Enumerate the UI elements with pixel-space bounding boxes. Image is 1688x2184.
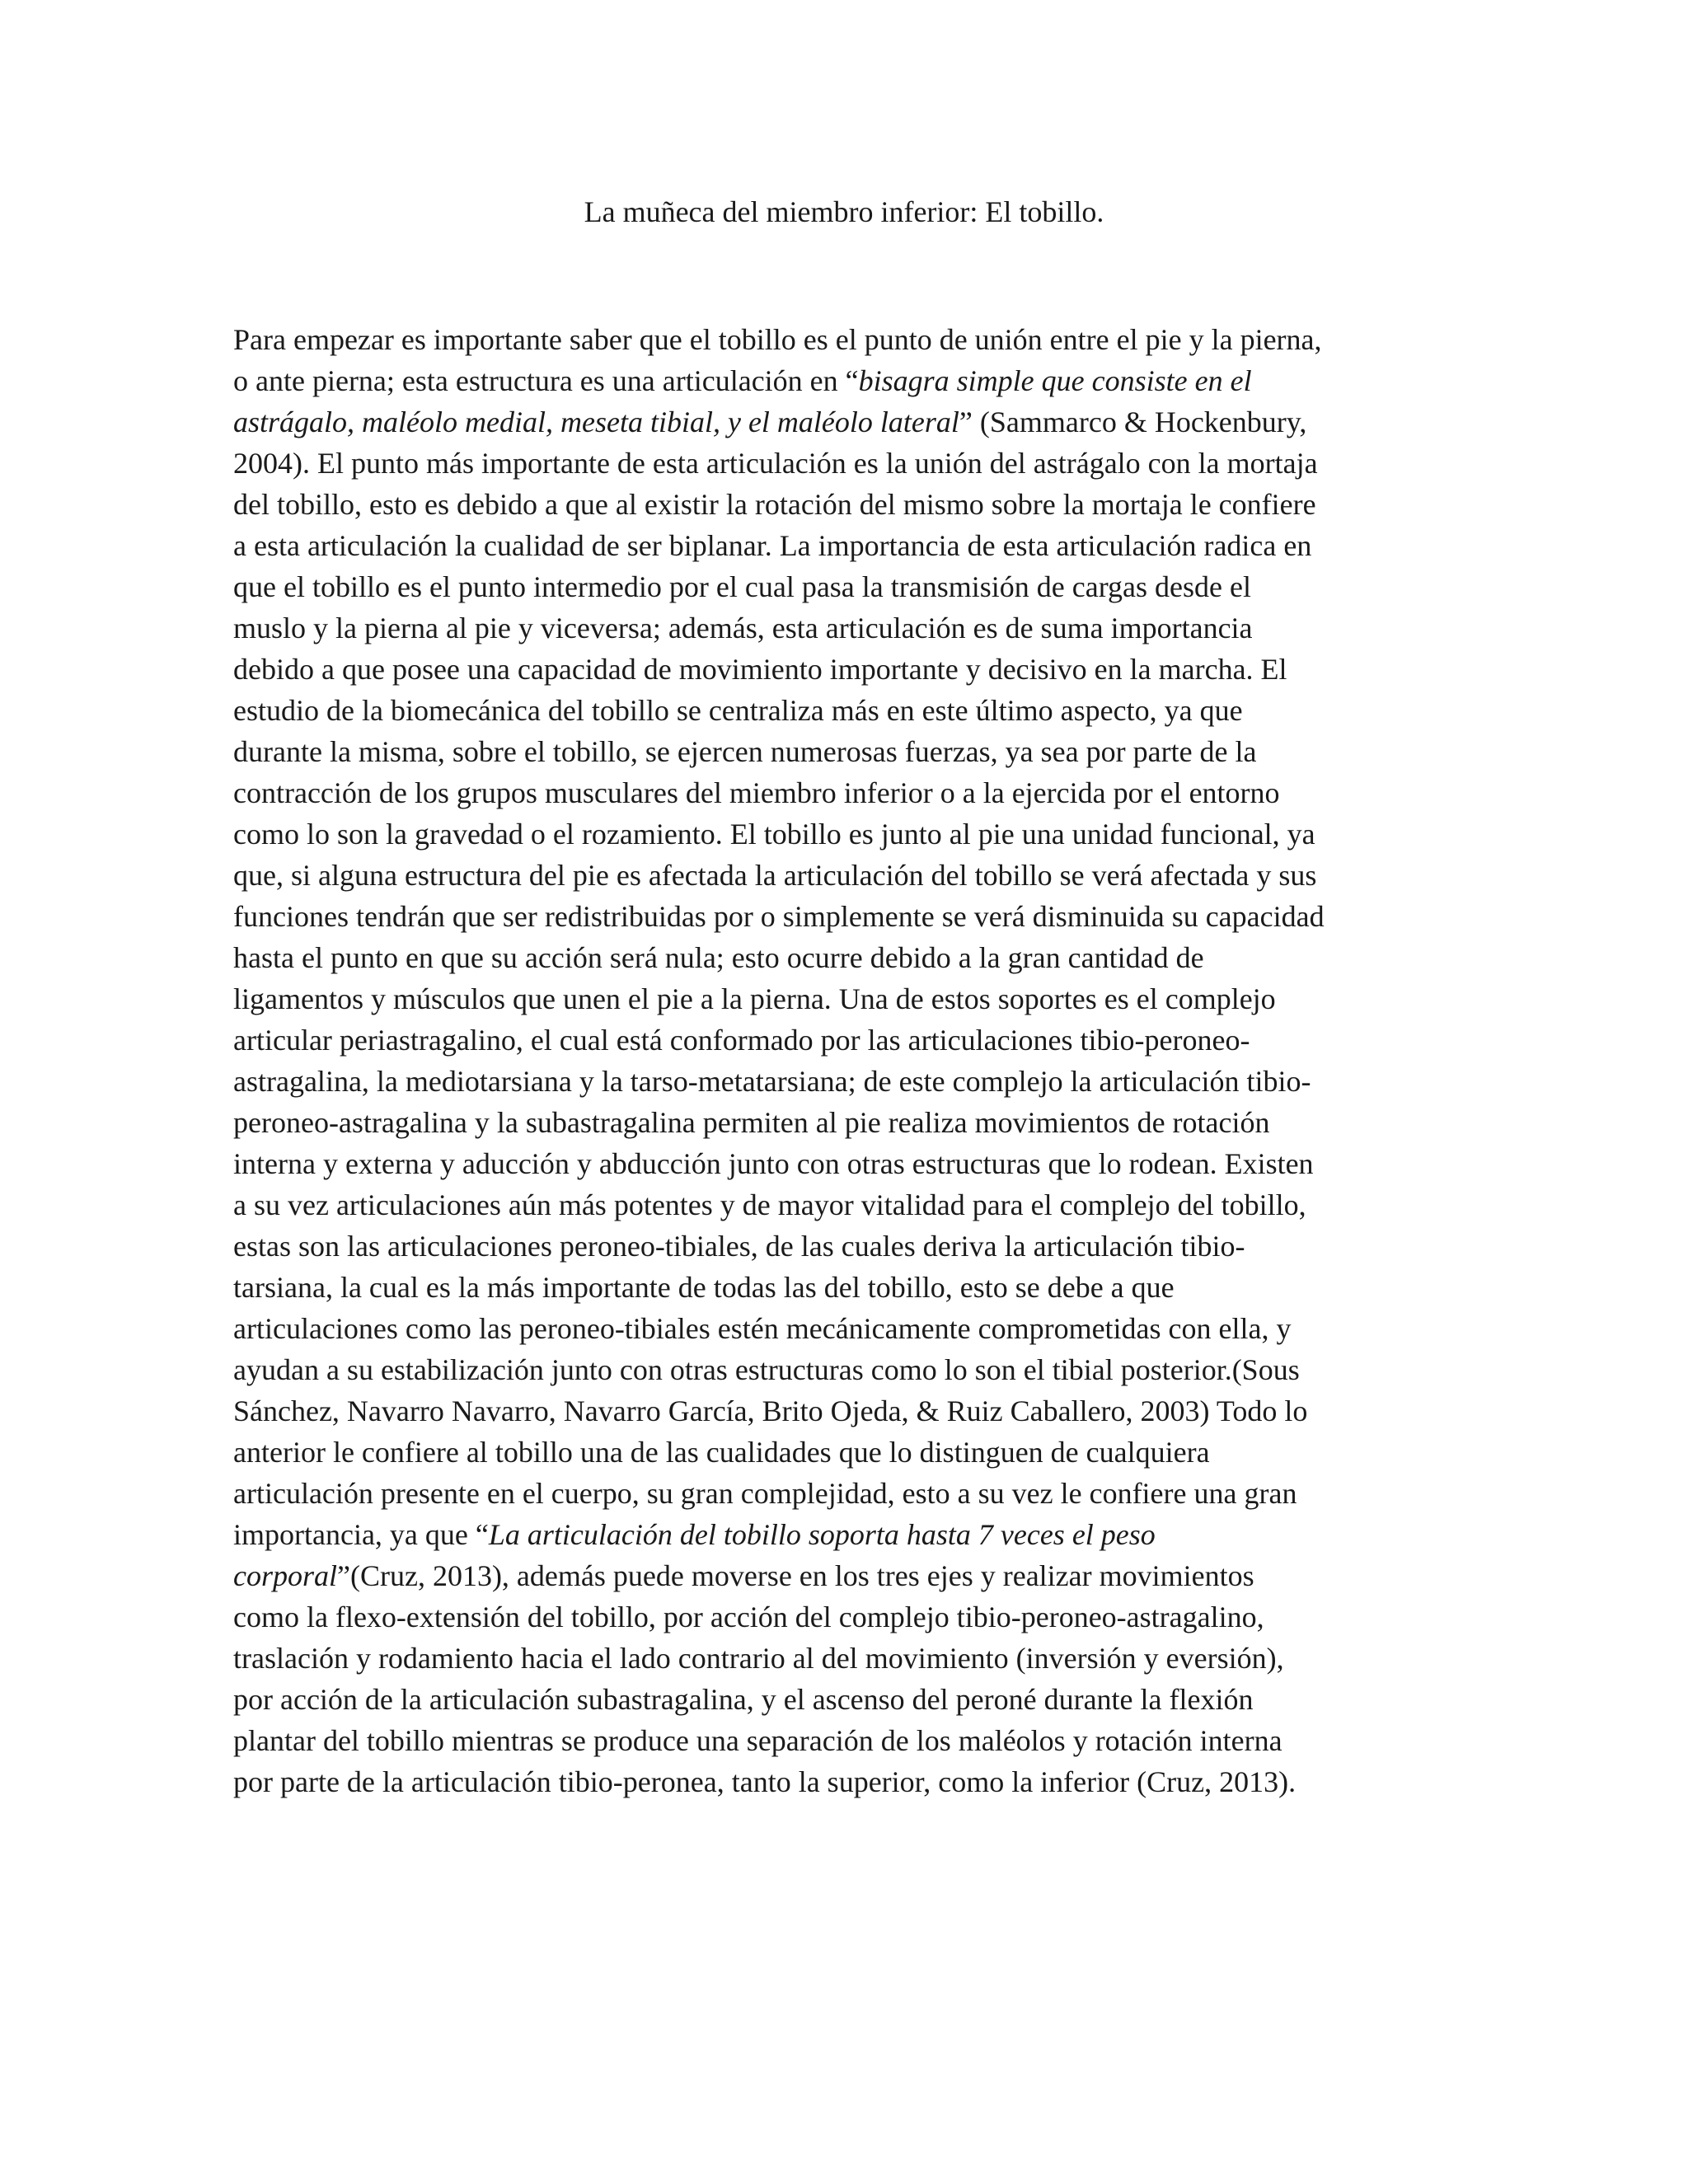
- text-line: [233, 1184, 1486, 1226]
- text-line: [233, 1226, 1486, 1267]
- text-line: [233, 649, 1486, 690]
- text-segment: tarsiana, la cual es la más importante de todas las del tobillo, esto se debe a que: [233, 1271, 1175, 1304]
- text-segment: estas son las articulaciones peroneo-tibiales, de las cuales deriva la articulación tibio-: [233, 1230, 1245, 1263]
- text-line: [233, 1061, 1486, 1102]
- text-segment: articulaciones como las peroneo-tibiales estén mecánicamente comprometidas con ella, y: [233, 1312, 1292, 1345]
- text-segment: anterior le confiere al tobillo una de las cualidades que lo distinguen de cualquiera: [233, 1436, 1210, 1469]
- text-line: [233, 525, 1486, 566]
- text-segment: como lo son la gravedad o el rozamiento. El tobillo es junto al pie una unidad funcional, ya: [233, 818, 1315, 851]
- body-paragraph: [233, 319, 1486, 1802]
- text-segment: ligamentos y músculos que unen el pie a la pierna. Una de estos soportes es el complejo: [233, 982, 1276, 1015]
- text-segment: por acción de la articulación subastragalina, y el ascenso del peroné durante la flexión: [233, 1683, 1254, 1716]
- text-segment: plantar del tobillo mientras se produce una separación de los maléolos y rotación interna: [233, 1724, 1282, 1757]
- text-line: [233, 1390, 1486, 1432]
- text-line: [233, 484, 1486, 525]
- text-line: [233, 1638, 1486, 1679]
- italic-quote: corporal: [233, 1559, 337, 1592]
- text-segment: a su vez articulaciones aún más potentes y de mayor vitalidad para el complejo del tobillo,: [233, 1188, 1306, 1221]
- text-segment: muslo y la pierna al pie y viceversa; además, esta articulación es de suma importancia: [233, 612, 1253, 644]
- text-line: [233, 1102, 1486, 1143]
- text-segment: ”(Cruz, 2013), además puede moverse en los tres ejes y realizar movimientos: [337, 1559, 1254, 1592]
- text-line: [233, 607, 1486, 649]
- text-line: [233, 896, 1486, 937]
- document-title: La muñeca del miembro inferior: El tobillo.: [584, 195, 1104, 228]
- text-line: [233, 1143, 1486, 1184]
- text-segment: interna y externa y aducción y abducción junto con otras estructuras que lo rodean. Existen: [233, 1147, 1314, 1180]
- text-segment: articular periastragalino, el cual está conformado por las articulaciones tibio-peroneo-: [233, 1024, 1250, 1057]
- text-segment: del tobillo, esto es debido a que al existir la rotación del mismo sobre la mortaja le confiere: [233, 488, 1316, 521]
- text-line: [233, 731, 1486, 772]
- text-line: [233, 1596, 1486, 1638]
- text-segment: que el tobillo es el punto intermedio por el cual pasa la transmisión de cargas desde el: [233, 570, 1251, 603]
- text-segment: por parte de la articulación tibio-peronea, tanto la superior, como la inferior (Cruz, 2013).: [233, 1765, 1296, 1798]
- text-line: [233, 813, 1486, 855]
- italic-quote: bisagra simple que consiste en el: [858, 364, 1252, 397]
- text-line: [233, 855, 1486, 896]
- text-line: [233, 1761, 1486, 1802]
- text-segment: ayudan a su estabilización junto con otras estructuras como lo son el tibial posterior.(Sous: [233, 1353, 1300, 1386]
- text-line: [233, 978, 1486, 1019]
- text-segment: traslación y rodamiento hacia el lado contrario al del movimiento (inversión y eversión),: [233, 1642, 1284, 1675]
- text-segment: hasta el punto en que su acción será nula; esto ocurre debido a la gran cantidad de: [233, 941, 1204, 974]
- italic-quote: astrágalo, maléolo medial, meseta tibial, y el maléolo lateral: [233, 405, 959, 438]
- text-segment: contracción de los grupos musculares del miembro inferior o a la ejercida por el entorno: [233, 776, 1280, 809]
- text-line: [233, 1432, 1486, 1473]
- text-line: [233, 443, 1486, 484]
- text-segment: debido a que posee una capacidad de movimiento importante y decisivo en la marcha. El: [233, 653, 1287, 686]
- text-segment: durante la misma, sobre el tobillo, se ejercen numerosas fuerzas, ya sea por parte de la: [233, 735, 1257, 768]
- text-segment: 2004). El punto más importante de esta articulación es la unión del astrágalo con la mortaja: [233, 447, 1318, 480]
- text-line: [233, 1514, 1486, 1555]
- text-segment: peroneo-astragalina y la subastragalina permiten al pie realiza movimientos de rotación: [233, 1106, 1270, 1139]
- text-line: [233, 937, 1486, 978]
- text-line: [233, 360, 1486, 401]
- text-segment: importancia, ya que “: [233, 1518, 489, 1551]
- text-segment: Para empezar es importante saber que el tobillo es el punto de unión entre el pie y la pierna,: [233, 323, 1322, 356]
- italic-quote: La articulación del tobillo soporta hasta 7 veces el peso: [488, 1518, 1156, 1551]
- text-segment: como la flexo-extensión del tobillo, por acción del complejo tibio-peroneo-astragalino,: [233, 1601, 1264, 1633]
- text-line: [233, 772, 1486, 813]
- text-segment: articulación presente en el cuerpo, su gran complejidad, esto a su vez le confiere una gran: [233, 1477, 1297, 1510]
- text-line: [233, 1555, 1486, 1596]
- text-line: [233, 1019, 1486, 1061]
- text-line: [233, 566, 1486, 607]
- text-segment: a esta articulación la cualidad de ser biplanar. La importancia de esta articulación radica en: [233, 529, 1312, 562]
- text-line: [233, 401, 1486, 443]
- text-line: [233, 1473, 1486, 1514]
- text-line: [233, 1308, 1486, 1349]
- text-line: [233, 1679, 1486, 1720]
- text-segment: que, si alguna estructura del pie es afectada la articulación del tobillo se verá afectada y sus: [233, 859, 1317, 892]
- text-segment: funciones tendrán que ser redistribuidas por o simplemente se verá disminuida su capacidad: [233, 900, 1325, 933]
- text-line: [233, 1267, 1486, 1308]
- text-segment: o ante pierna; esta estructura es una articulación en “: [233, 364, 859, 397]
- text-line: [233, 319, 1486, 360]
- text-segment: astragalina, la mediotarsiana y la tarso-metatarsiana; de este complejo la articulación tibio-: [233, 1065, 1311, 1098]
- text-segment: estudio de la biomecánica del tobillo se centraliza más en este último aspecto, ya que: [233, 694, 1243, 727]
- text-line: [233, 1720, 1486, 1761]
- text-segment: Sánchez, Navarro Navarro, Navarro García, Brito Ojeda, & Ruiz Caballero, 2003) Todo lo: [233, 1394, 1308, 1427]
- text-line: [233, 690, 1486, 731]
- text-segment: ” (Sammarco & Hockenbury,: [959, 405, 1307, 438]
- text-line: [233, 1349, 1486, 1390]
